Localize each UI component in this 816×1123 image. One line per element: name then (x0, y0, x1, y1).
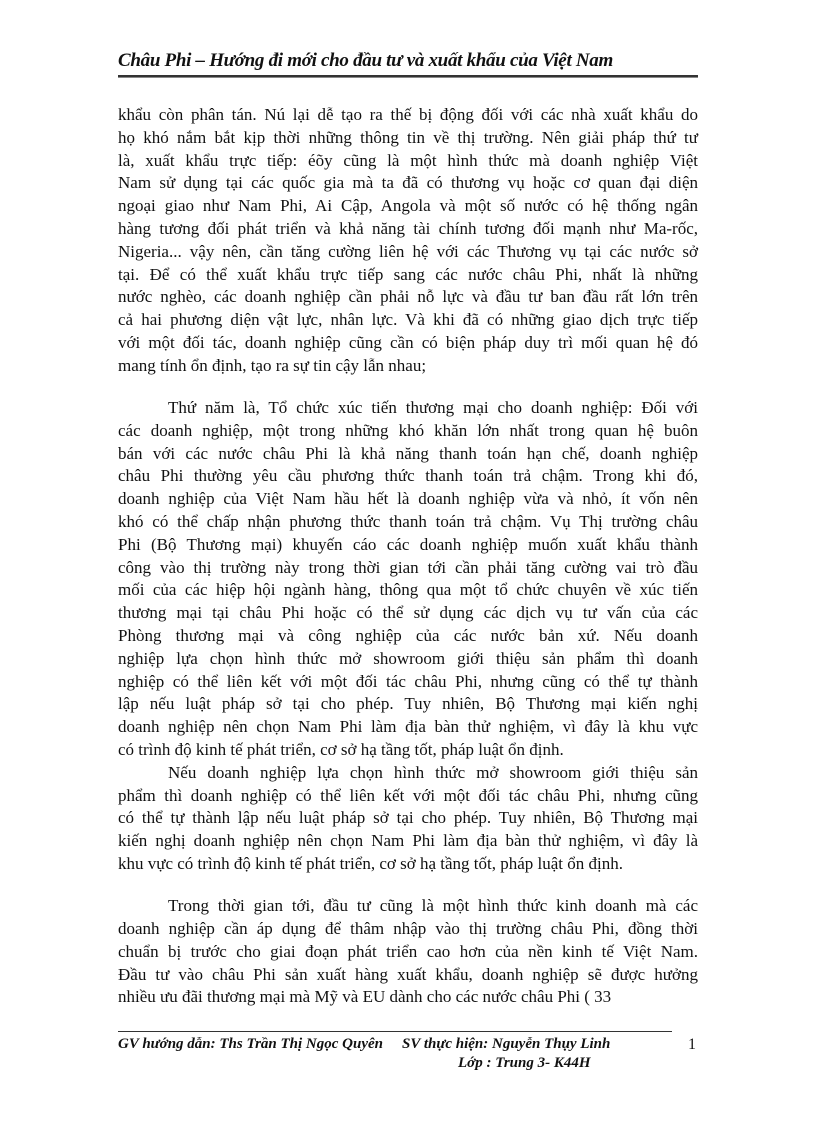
text-line: Phòng thương mại và công nghiệp của các nước bản xứ. Nếu doanh (118, 626, 698, 646)
text-line: là, xuất khẩu trực tiếp: éõy cũng là một hình thức mà doanh nghiệp Việt (118, 150, 698, 170)
page-number: 1 (688, 1036, 696, 1053)
text-line: công vào thị trường này trong thời gian tới cần phải tăng cường vai trò đầu (118, 557, 698, 577)
paragraph (118, 104, 698, 378)
footer-class: Lớp : Trung 3- K44H (458, 1055, 591, 1071)
text-line: doanh nghiệp của Việt Nam hầu hết là doanh nghiệp vừa và nhỏ, ít vốn nên (118, 489, 698, 509)
footer-advisor: GV hướng dẫn: Ths Trần Thị Ngọc Quyên (118, 1036, 383, 1052)
footer-student: SV thực hiện: Nguyễn Thụy Linh (402, 1036, 611, 1052)
document-body (118, 104, 698, 1029)
text-line: hàng tương đối phát triển và khả năng tài chính tương đối mạnh như Ma-rốc, (118, 218, 698, 238)
text-line: mang tính ổn định, tạo ra sự tin cậy lẫn nhau; (118, 355, 427, 375)
text-line: phẩm thì doanh nghiệp có thể liên kết với một đối tác châu Phi, nhưng cũng (118, 785, 698, 805)
paragraph (118, 397, 698, 876)
text-line: mối của các hiệp hội ngành hàng, thông qua một tổ chức chuyên về xúc tiến (118, 580, 698, 600)
text-line: khẩu còn phân tán. Nú lại dễ tạo ra thế bị động đối với các nhà xuất khẩu do (118, 105, 698, 124)
text-line: nghiệp lựa chọn hình thức mở showroom giới thiệu sản phẩm thì doanh (118, 648, 698, 668)
text-line: Phi (Bộ Thương mại) khuyến cáo các doanh nghiệp muốn xuất khẩu thành (118, 534, 698, 554)
text-line: khó có thể chấp nhận phương thức thanh toán trả chậm. Vụ Thị trường châu (118, 512, 698, 532)
text-line: doanh nghiệp nên chọn Nam Phi làm địa bàn thử nghiệm, vì đây là khu vực (118, 717, 698, 737)
text-line: chuẩn bị trước cho giai đoạn phát triển cao hơn của nền kinh tế Việt Nam. (118, 941, 698, 961)
text-line: bán với các nước châu Phi là khả năng thanh toán hạn chế, doanh nghiệp (118, 443, 698, 463)
text-line: doanh nghiệp cần áp dụng để thâm nhập vào thị trường châu Phi, đồng thời (118, 919, 698, 939)
paragraph (118, 895, 698, 1009)
text-line: Nam sử dụng tại các quốc gia mà ta đã có thương vụ hoặc cơ quan đại diện (118, 173, 698, 193)
page-header-title: Châu Phi – Hướng đi mới cho đầu tư và xuất khẩu của Việt Nam (118, 50, 613, 71)
text-line: lập nếu luật pháp sở tại cho phép. Tuy nhiên, Bộ Thương mại kiến nghị (118, 694, 698, 714)
text-line: nước nghèo, các doanh nghiệp cần phải nỗ lực và đầu tư ban đầu rất lớn trên (118, 287, 698, 307)
text-line: Nếu doanh nghiệp lựa chọn hình thức mở showroom giới thiệu sản (168, 762, 698, 782)
text-line: kiến nghị doanh nghiệp nên chọn Nam Phi làm địa bàn thử nghiệm, vì đây là (118, 831, 698, 851)
text-line: nhiều ưu đãi thương mại mà Mỹ và EU dành cho các nước châu Phi ( 33 (118, 987, 612, 1007)
text-line: Trong thời gian tới, đầu tư cũng là một hình thức kinh doanh mà các (168, 896, 698, 916)
footer-divider (118, 1031, 672, 1032)
text-line: Thứ năm là, Tổ chức xúc tiến thương mại cho doanh nghiệp: Đối với (168, 398, 698, 418)
text-line: cả hai phương diện vật lực, nhân lực. Và khi đã có những giao dịch trực tiếp (118, 310, 698, 330)
text-line: châu Phi thường yêu cầu phương thức thanh toán trả chậm. Trong khi đó, (118, 466, 698, 486)
text-line: Nigeria... vậy nên, cần tăng cường liên hệ với các Thương vụ tại các nước sở (118, 241, 698, 261)
text-line: các doanh nghiệp, một trong những khó khăn lớn nhất trong quan hệ buôn (118, 420, 698, 440)
text-line: Đầu tư vào châu Phi sản xuất hàng xuất khẩu, doanh nghiệp sẽ được hưởng (118, 964, 698, 984)
text-line: khu vực có trình độ kinh tế phát triển, cơ sở hạ tầng tốt, pháp luật ổn định. (118, 854, 623, 873)
text-line: có trình độ kinh tế phát triển, cơ sở hạ tầng tốt, pháp luật ổn định. (118, 740, 564, 760)
text-line: thương mại tại châu Phi hoặc có thể sử dụng các dịch vụ tư vấn của các (118, 603, 698, 623)
header-divider (118, 75, 698, 78)
text-line: ngoại giao như Nam Phi, Ai Cập, Angola và một số nước có hệ thống ngân (118, 196, 698, 216)
text-line: nghiệp có thể liên kết với một đối tác châu Phi, nhưng cũng có thể tự thành (118, 671, 698, 691)
text-line: có thể tự thành lập nếu luật pháp sở tại cho phép. Tuy nhiên, Bộ Thương mại (118, 808, 698, 828)
text-line: họ khó nắm bắt kịp thời những thông tin về thị trường. Nên giải pháp thứ tư (118, 127, 698, 147)
text-line: với một đối tác, doanh nghiệp cũng cần có biện pháp duy trì mối quan hệ đó (118, 332, 698, 352)
text-line: tại. Để có thể xuất khẩu trực tiếp sang các nước châu Phi, nhất là những (118, 264, 698, 284)
